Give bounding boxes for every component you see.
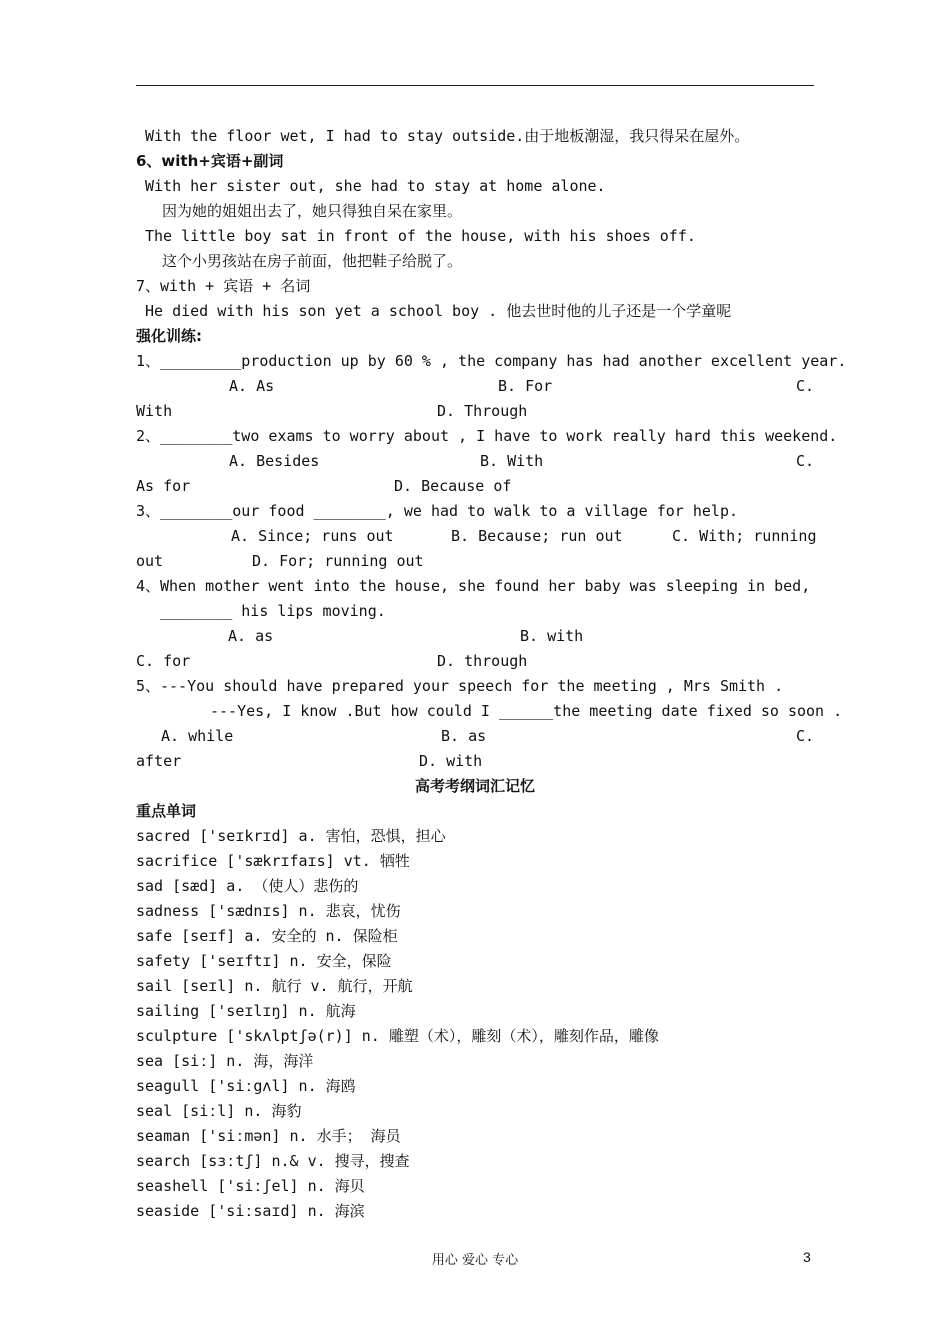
example-line: He died with his son yet a school boy . 他去世时他的儿子还是一个学童呢 [145,302,732,320]
vocab-item: seaman ['siːmən] n. 水手； 海员 [136,1127,401,1145]
option-c: C. With; running [672,527,817,545]
reply-line: ---Yes, I know .But how could I ______the meeting date fixed so soon . [210,702,843,720]
vocab-item: sacrifice ['sækrɪfaɪs] vt. 牺牲 [136,852,410,870]
example-line: With the floor wet, I had to stay outside.由于地板潮湿，我只得呆在屋外。 [145,127,750,145]
options-row [136,474,814,499]
option-d: D. with [419,752,483,770]
option-c-text: As for [136,477,191,495]
option-d: D. through [437,652,528,670]
option-c-text: after [136,752,182,770]
options-row [136,524,817,549]
vocab-item: seagull ['siːgʌl] n. 海鸥 [136,1077,356,1095]
option-c-text: out [136,552,164,570]
vocab-item: safety ['seɪftɪ] n. 安全，保险 [136,952,392,970]
example-line: With her sister out, she had to stay at home alone. [145,177,606,195]
section-heading: 7、with + 宾语 + 名词 [136,277,311,295]
page-content [136,124,847,1224]
example-line: The little boy sat in front of the house, with his shoes off. [145,227,696,245]
translation-line: 这个小男孩站在房子前面，他把鞋子给脱了。 [162,252,463,270]
option-c-text: With [136,402,173,420]
vocab-item: sad [sæd] a. （使人）悲伤的 [136,877,359,895]
options-row [136,449,814,474]
vocab-item: sea [siː] n. 海，海洋 [136,1052,314,1070]
vocab-title: 高考考纲词汇记忆 [414,777,535,795]
option-a: A. Besides [229,452,320,470]
vocab-item: search [sɜːtʃ] n.& v. 搜寻，搜查 [136,1152,410,1170]
options-row [136,374,814,399]
option-b: B. as [441,727,487,745]
vocab-item: safe [seɪf] a. 安全的 n. 保险柜 [136,927,398,945]
option-d: D. Through [437,402,528,420]
option-c: C. for [136,652,191,670]
options-row [136,549,814,574]
question-stem-cont [136,699,843,724]
question-stem: 2、________two exams to worry about , I have to work really hard this weekend. [136,427,838,445]
question-stem-cont: ________ his lips moving. [160,602,386,620]
option-a: A. as [228,627,274,645]
vocab-item: sailing ['seɪlɪŋ] n. 航海 [136,1002,356,1020]
option-d: D. Because of [394,477,512,495]
header-rule [136,85,814,86]
translation-line: 因为她的姐姐出去了，她只得独自呆在家里。 [162,202,463,220]
options-row [136,749,814,774]
option-b: B. Because; run out [451,527,623,545]
page-footer [0,1249,950,1269]
option-c: C. [796,377,815,395]
vocab-list [136,824,814,1224]
option-b: B. For [498,377,553,395]
options-row [136,649,814,674]
option-a: A. Since; runs out [231,527,394,545]
exercise-heading: 强化训练: [136,327,202,345]
option-a: A. As [229,377,275,395]
option-c: C. [796,452,815,470]
option-c: C. [796,727,815,745]
vocab-item: seaside ['siːsaɪd] n. 海滨 [136,1202,365,1220]
vocab-item: sculpture ['skʌlptʃə(r)] n. 雕塑（术），雕刻（术），雕刻作品，雕像 [136,1027,659,1045]
vocab-item: sail [seɪl] n. 航行 v. 航行，开航 [136,977,413,995]
option-a: A. while [161,727,234,745]
section-heading: 6、with+宾语+副词 [136,152,284,170]
options-row [136,624,814,649]
options-row [136,724,814,749]
question-stem: 3、________our food ________, we had to walk to a village for help. [136,502,738,520]
option-b: B. with [520,627,584,645]
vocab-item: seashell ['siːʃel] n. 海贝 [136,1177,365,1195]
option-b: B. With [480,452,544,470]
vocab-item: seal [siːl] n. 海豹 [136,1102,302,1120]
vocab-item: sacred ['seɪkrɪd] a. 害怕，恐惧，担心 [136,827,446,845]
vocab-subtitle: 重点单词 [136,802,197,820]
question-stem: 5、---You should have prepared your speech for the meeting , Mrs Smith . [136,677,784,695]
option-d: D. For; running out [252,552,424,570]
options-row [136,399,814,424]
question-stem: 4、When mother went into the house, she found her baby was sleeping in bed, [136,577,811,595]
question-stem: 1、_________production up by 60 % , the company has had another excellent year. [136,352,847,370]
page-number: 3 [803,1249,811,1265]
footer-motto: 用心 爱心 专心 [431,1253,519,1268]
vocab-item: sadness ['sædnɪs] n. 悲哀，忧伤 [136,902,401,920]
